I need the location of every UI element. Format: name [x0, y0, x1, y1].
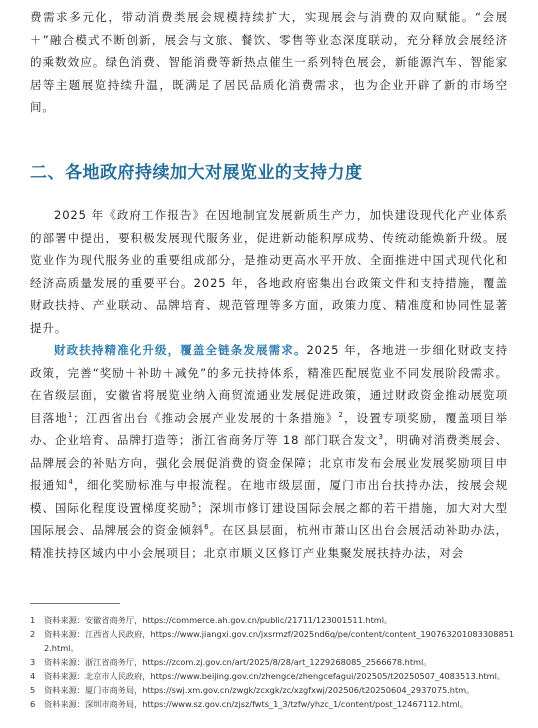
intro-paragraph: 费需求多元化，带动消费类展会规模持续扩大，实现展会与消费的双向赋能。“会展＋”融合模式不断创新，展会与文旅、餐饮、零售等业态深度联动，充分释放会展经济的乘数效应。绿色消费、智能消费等新热点催生一系列特色展会，新能源汽车、智能家居等主题展览持续升温，既满足了居民品质化消费需求，也为企业开辟了新的市场空间。: [30, 10, 508, 114]
footnote-6: [30, 697, 515, 711]
paragraph-text: ，明确对消费类展会、品牌展会的补贴方向，强化会展促消费的资金保障；北京市发布会展业发展奖励项目申报通知: [30, 433, 508, 492]
footnote-5: [30, 683, 515, 697]
footnote-source-link[interactable]: 资料来源：江西省人民政府，https://www.jiangxi.gov.cn/jxsrmzf/2025nd6q/pe/content/content_1907632010833088512.html。: [44, 629, 515, 653]
footnote-number: 1: [30, 615, 36, 625]
footnote-number: 3: [30, 657, 36, 667]
footnote-ref-3[interactable]: 3: [378, 433, 384, 442]
footnote-2: [30, 627, 515, 655]
paragraph-text: ，细化奖励标准与申报流程。在地市级层面，厦门市出台扶持办法，按展会规模、国际化程度设置梯度奖励: [30, 478, 508, 515]
footnote-ref-5[interactable]: 5: [191, 500, 198, 509]
paragraph-text: 2025 年，各地进一步细化财政支持政策，完善“奖励＋补助＋减免”的多元扶持体系，精准匹配展览业不同发展阶段需求。在省级层面，安徽省将展览业纳入商贸流通业发展促进政策，通过财政资金推动展览项目落地: [30, 343, 508, 425]
footnote-number: 5: [30, 685, 36, 695]
footnote-ref-2[interactable]: 2: [338, 410, 344, 419]
body-paragraph-policy: 2025 年《政府工作报告》在因地制宜发展新质生产力，加快建设现代化产业体系的部署中提出，要积极发展现代服务业，促进新动能积厚成势、传统动能焕新升级。展览业作为现代服务业的重要组成部分，是推动更高水平开放、全面推进中国式现代化和经济高质量发展的重要平台。2025 年，各地政府密集出台政策文件和支持措施，覆盖财政扶持、产业联动、品牌培育、规范管理等多方面，政策力度、精准度和协同性显著提升。: [30, 208, 508, 335]
footnote-ref-6[interactable]: 6: [204, 523, 210, 532]
paragraph-text: ；江西省出台《推动会展产业发展的十条措施》: [73, 410, 339, 425]
footnote-3: [30, 655, 515, 669]
footnote-1: [30, 613, 515, 627]
footnote-ref-1[interactable]: 1: [67, 410, 74, 419]
footnote-divider: [30, 603, 120, 604]
paragraph-text: 。在区县层面，杭州市萧山区出台会展活动补助办法，精准扶持区域内中小会展项目；北京市顺义区修订产业集聚发展扶持办法，对会: [30, 523, 508, 560]
paragraph-text: ，设置专项奖励，覆盖项目举办、企业培育、品牌打造等；浙江省商务厅等 18 部门联合发文: [30, 410, 509, 447]
footnote-number: 4: [30, 671, 36, 681]
footnote-number: 6: [30, 699, 36, 709]
footnote-source-link[interactable]: 资料来源：安徽省商务厅，https://commerce.ah.gov.cn/public/21711/123001511.html。: [44, 615, 393, 625]
body-paragraph-fiscal-support: [30, 339, 508, 564]
footnote-list: [30, 613, 515, 711]
footnote-source-link[interactable]: 资料来源：深圳市商务局，https://www.sz.gov.cn/zjsz/fwts_1_3/tzfw/yhzc_1/content/post_12467112.html。: [44, 699, 468, 709]
footnote-number: 2: [30, 629, 36, 639]
section-heading: 二、各地政府持续加大对展览业的支持力度: [30, 163, 363, 183]
paragraph-text: ；深圳市修订建设国际会展之都的若干措施，加大对大型国际展会、品牌展会的资金倾斜: [30, 500, 509, 537]
footnote-4: [30, 669, 515, 683]
footnote-source-link[interactable]: 资料来源：北京市人民政府，https://www.beijing.gov.cn/zhengce/zhengcefagui/202505/t20250507_4083513.html。: [44, 671, 506, 681]
footnote-source-link[interactable]: 资料来源：浙江省商务厅，https://zcom.zj.gov.cn/art/2025/8/28/art_1229268085_2566678.html。: [44, 657, 432, 667]
footnote-ref-4[interactable]: 4: [68, 478, 74, 487]
footnote-source-link[interactable]: 资料来源：厦门市商务局，https://swj.xm.gov.cn/zwgk/zcxgk/zc/xzgfxwj/202506/t20250604_2937075.htm。: [44, 685, 475, 695]
highlighted-lead-sentence: 财政扶持精准化升级，覆盖全链条发展需求。: [54, 343, 307, 357]
